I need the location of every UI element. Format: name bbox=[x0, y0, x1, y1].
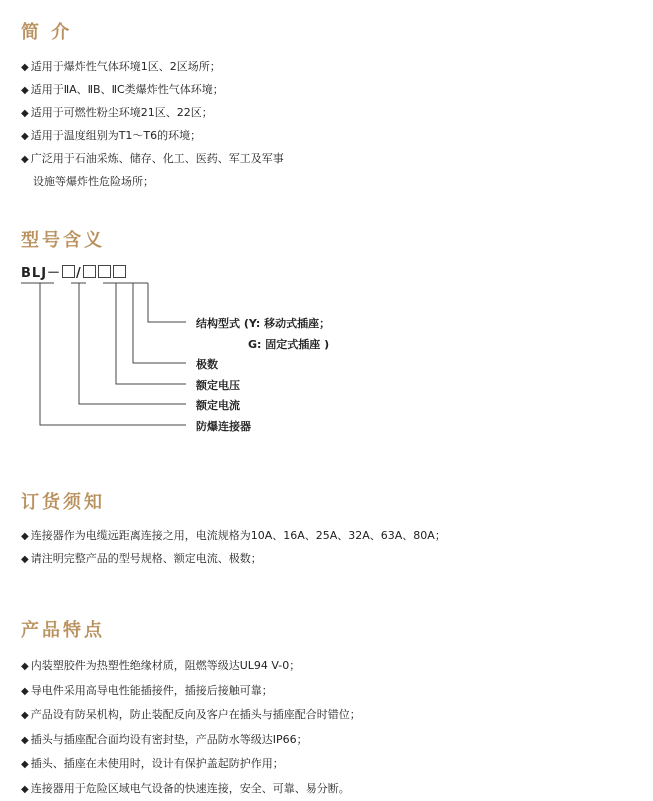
list-item: ◆ 请注明完整产品的型号规格、额定电流、极数； bbox=[21, 548, 446, 571]
list-item: ◆ 内装塑胶件为热塑性绝缘材质，阻燃等级达UL94 V-0； bbox=[21, 654, 361, 679]
features-list bbox=[21, 654, 361, 801]
diamond-bullet-icon: ◆ bbox=[21, 108, 29, 119]
label-voltage: 额定电压 bbox=[196, 377, 240, 393]
list-item: ◆ 连接器作为电缆远距离连接之用，电流规格为10A、16A、25A、32A、63A、80A； bbox=[21, 525, 446, 548]
list-item: ◆ 产品设有防呆机构，防止装配反向及客户在插头与插座配合时错位； bbox=[21, 703, 361, 728]
model-heading: 型号含义 bbox=[21, 226, 105, 252]
ordering-heading: 订货须知 bbox=[21, 488, 105, 514]
list-item: ◆ 适用于可燃性粉尘环境21区、22区； bbox=[21, 102, 284, 125]
features-heading: 产品特点 bbox=[21, 616, 105, 642]
diamond-bullet-icon: ◆ bbox=[21, 759, 29, 770]
diamond-bullet-icon: ◆ bbox=[21, 661, 29, 672]
diamond-bullet-icon: ◆ bbox=[21, 784, 29, 795]
label-structure-g: G: 固定式插座 ) bbox=[248, 336, 329, 352]
diamond-bullet-icon: ◆ bbox=[21, 554, 29, 565]
diamond-bullet-icon: ◆ bbox=[21, 686, 29, 697]
list-item: ◆ 广泛用于石油采炼、储存、化工、医药、军工及军事 bbox=[21, 148, 284, 171]
list-item: ◆ 插头与插座配合面均设有密封垫，产品防水等级达IP66； bbox=[21, 728, 361, 753]
list-item: ◆ 适用于ⅡA、ⅡB、ⅡC类爆炸性气体环境； bbox=[21, 79, 284, 102]
list-item: ◆ 导电件采用高导电性能插接件，插接后接触可靠； bbox=[21, 679, 361, 704]
label-current: 额定电流 bbox=[196, 397, 240, 413]
diamond-bullet-icon: ◆ bbox=[21, 154, 29, 165]
list-item: ◆ 连接器用于危险区域电气设备的快速连接，安全、可靠、易分断。 bbox=[21, 777, 361, 801]
ordering-list bbox=[21, 525, 446, 571]
label-poles: 极数 bbox=[196, 356, 218, 372]
list-item: ◆ 适用于爆炸性气体环境1区、2区场所； bbox=[21, 56, 284, 79]
diamond-bullet-icon: ◆ bbox=[21, 531, 29, 542]
diamond-bullet-icon: ◆ bbox=[21, 85, 29, 96]
list-item-continuation: 设施等爆炸性危险场所； bbox=[21, 171, 284, 193]
model-code-prefix: BLJ－ bbox=[21, 266, 61, 281]
diamond-bullet-icon: ◆ bbox=[21, 62, 29, 73]
intro-heading: 简 介 bbox=[21, 18, 72, 44]
model-code-separator: / bbox=[76, 266, 82, 281]
list-item: ◆ 插头、插座在未使用时，设计有保护盖起防护作用； bbox=[21, 752, 361, 777]
label-structure: 结构型式 (Y: 移动式插座； bbox=[196, 315, 330, 331]
label-connector: 防爆连接器 bbox=[196, 418, 251, 434]
diamond-bullet-icon: ◆ bbox=[21, 131, 29, 142]
diamond-bullet-icon: ◆ bbox=[21, 735, 29, 746]
list-item: ◆ 适用于温度组别为T1～T6的环境； bbox=[21, 125, 284, 148]
diamond-bullet-icon: ◆ bbox=[21, 710, 29, 721]
